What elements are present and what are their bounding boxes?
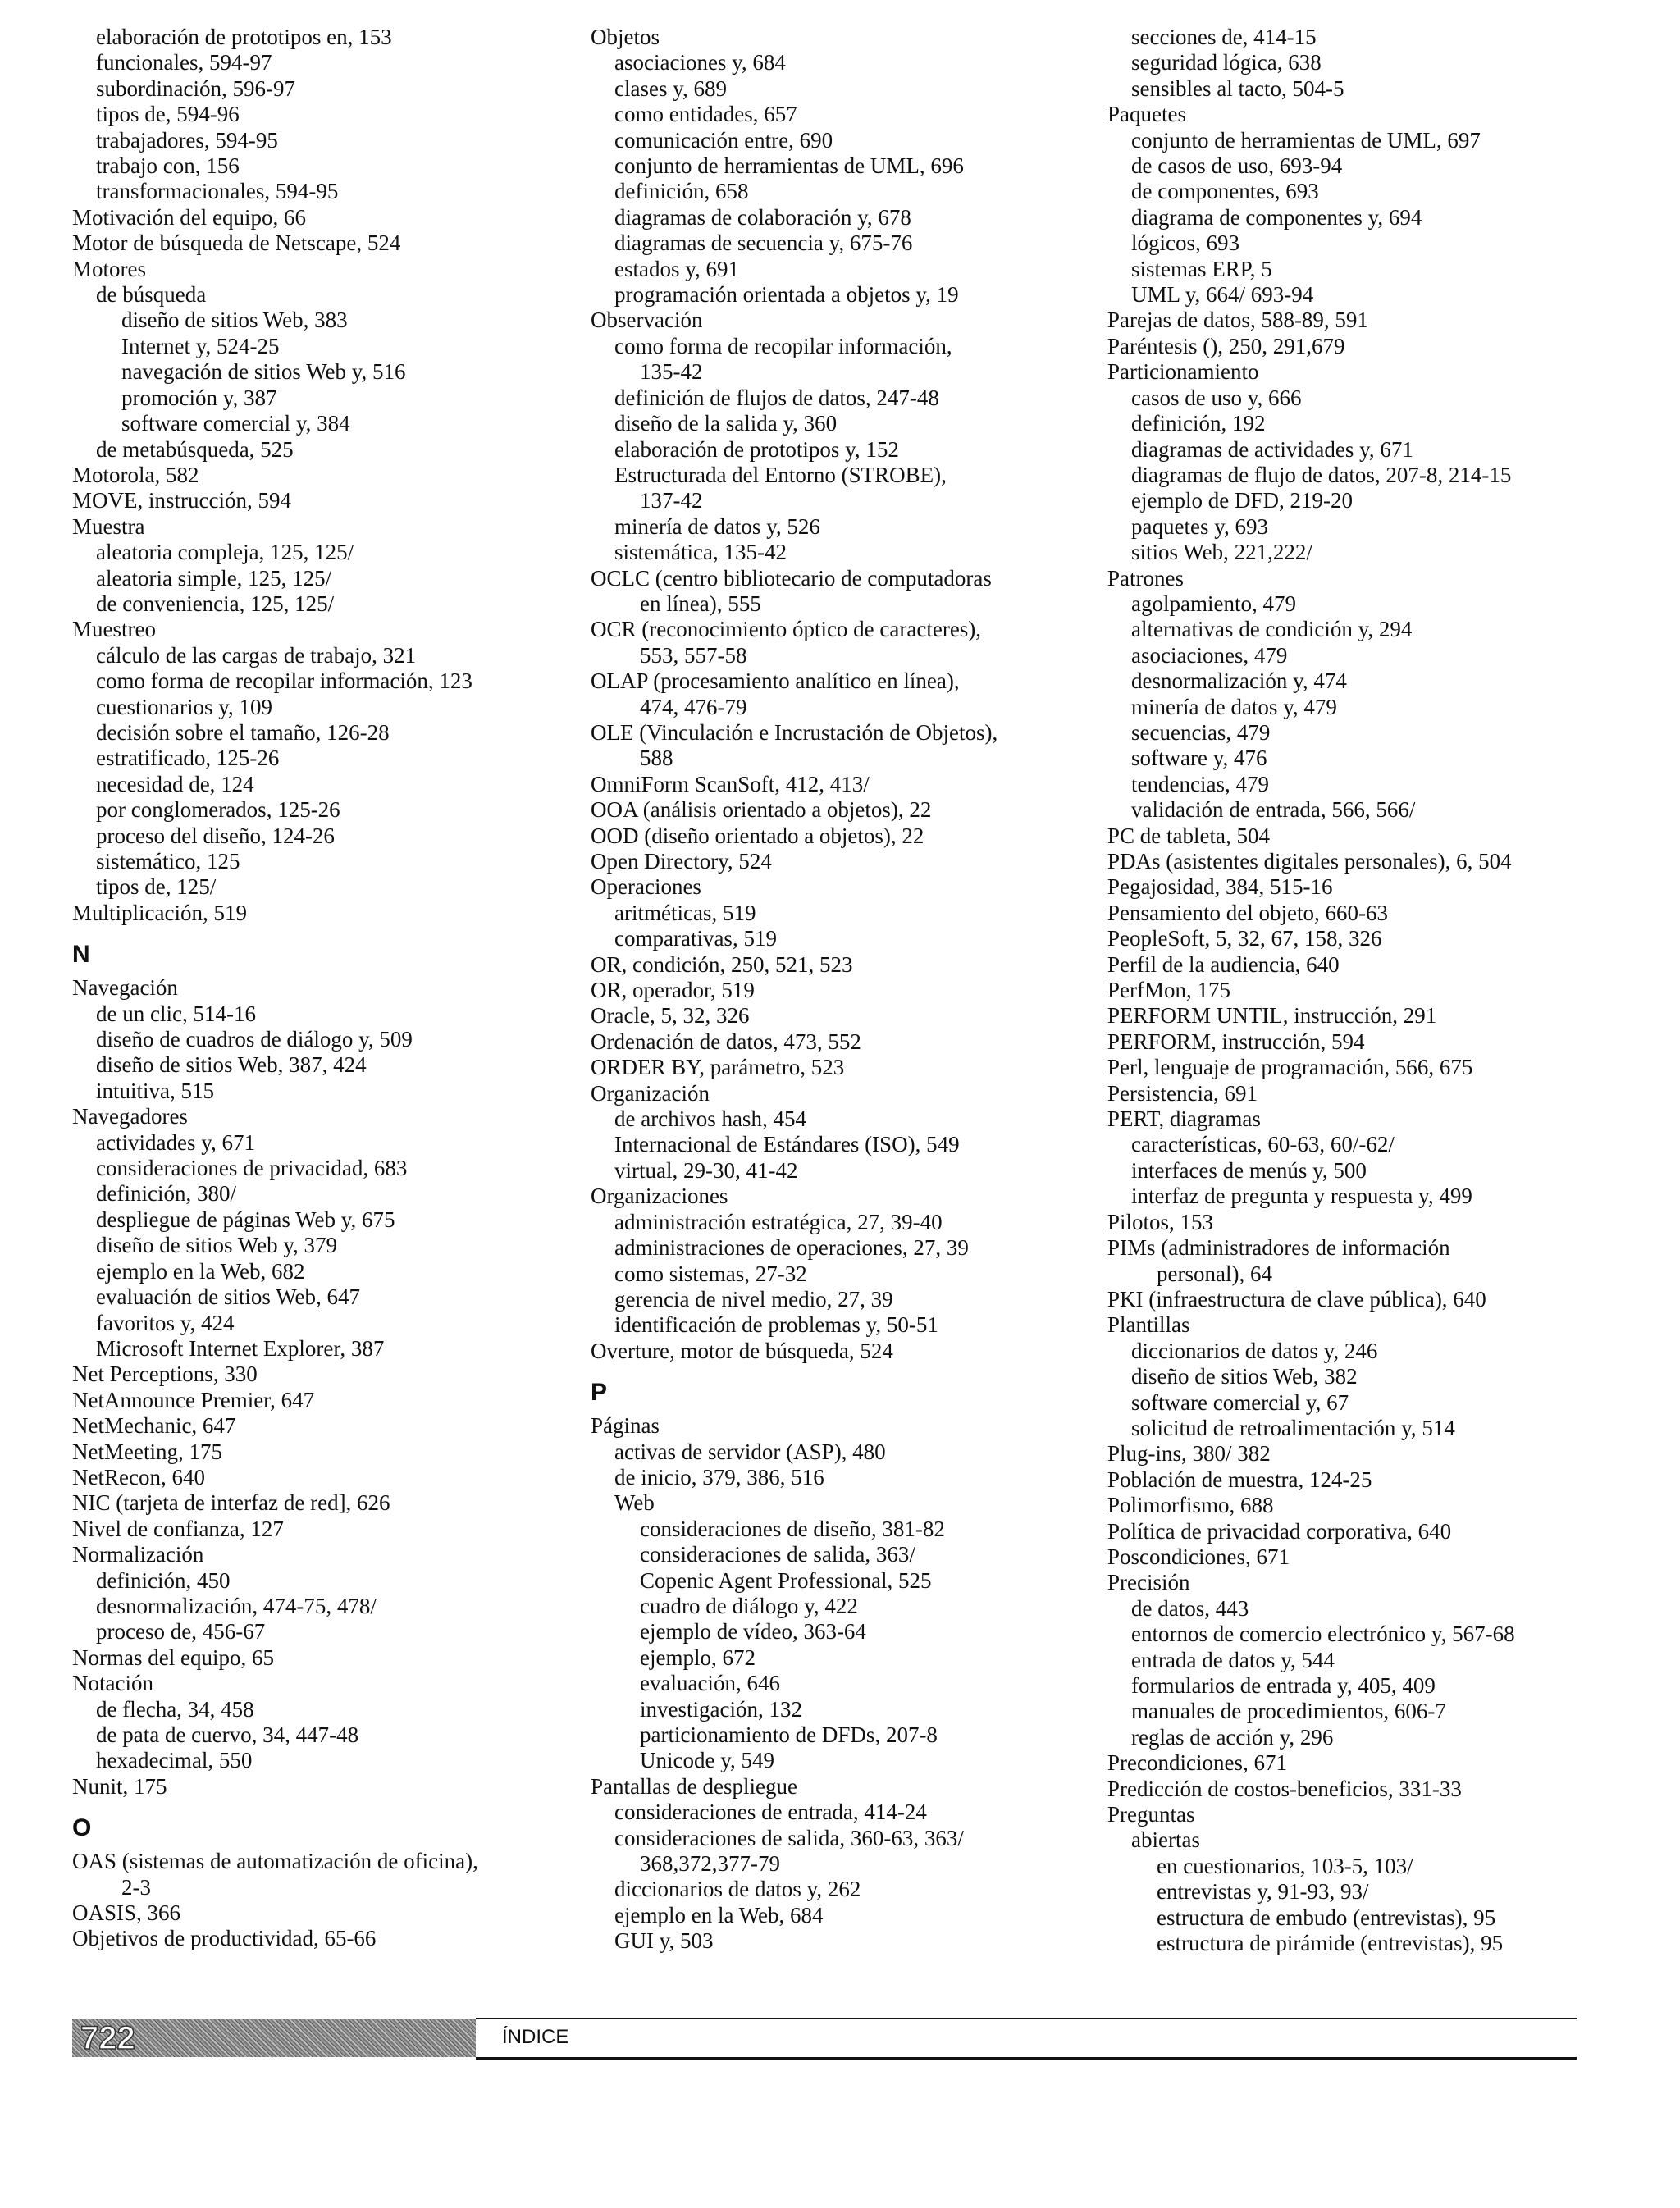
- index-entry: Operaciones: [591, 874, 701, 900]
- index-entry: tipos de, 125/: [96, 874, 217, 900]
- index-entry: Motivación del equipo, 66: [72, 204, 306, 230]
- index-entry: Organización: [591, 1080, 710, 1106]
- index-entry: de pata de cuervo, 34, 447-48: [96, 1722, 359, 1747]
- index-entry: abiertas: [1131, 1827, 1200, 1853]
- index-entry: solicitud de retroalimentación y, 514: [1131, 1415, 1455, 1440]
- index-entry: reglas de acción y, 296: [1131, 1724, 1334, 1750]
- index-entry: Paquetes: [1107, 102, 1186, 127]
- index-entry: Motor de búsqueda de Netscape, 524: [72, 230, 401, 256]
- index-entry: cuadro de diálogo y, 422: [640, 1593, 858, 1618]
- index-entry: Open Directory, 524: [591, 849, 772, 874]
- index-entry: PERFORM UNTIL, instrucción, 291: [1107, 1003, 1437, 1029]
- index-entry: Navegadores: [72, 1104, 188, 1129]
- index-entry: interfaces de menús y, 500: [1131, 1157, 1367, 1183]
- index-entry: UML y, 664/ 693-94: [1131, 282, 1314, 308]
- index-entry: de archivos hash, 454: [614, 1106, 806, 1132]
- index-entry: sensibles al tacto, 504-5: [1131, 75, 1344, 101]
- index-entry: conjunto de herramientas de UML, 696: [614, 153, 964, 179]
- index-entry: de datos, 443: [1131, 1595, 1249, 1621]
- index-entry: 2-3: [121, 1874, 151, 1900]
- index-entry: transformacionales, 594-95: [96, 179, 339, 204]
- index-entry: asociaciones, 479: [1131, 642, 1288, 668]
- index-entry: diseño de sitios Web, 382: [1131, 1364, 1358, 1389]
- index-entry: evaluación, 646: [640, 1671, 780, 1696]
- index-entry: investigación, 132: [640, 1696, 802, 1722]
- index-entry: de metabúsqueda, 525: [96, 436, 294, 462]
- index-entry: administraciones de operaciones, 27, 39: [614, 1235, 969, 1261]
- index-entry: sitios Web, 221,222/: [1131, 540, 1312, 565]
- index-entry: Objetivos de productividad, 65-66: [72, 1926, 377, 1951]
- index-entry: definición, 380/: [96, 1181, 236, 1207]
- index-entry: personal), 64: [1157, 1261, 1272, 1286]
- index-entry: aleatoria simple, 125, 125/: [96, 565, 332, 591]
- index-entry: formularios de entrada y, 405, 409: [1131, 1673, 1436, 1698]
- index-entry: de componentes, 693: [1131, 179, 1319, 204]
- index-entry: Navegación: [72, 975, 178, 1001]
- index-entry: elaboración de prototipos en, 153: [96, 25, 392, 49]
- page-number: 722: [80, 2020, 135, 2056]
- index-entry: aleatoria compleja, 125, 125/: [96, 540, 354, 565]
- footer-rule-top: [476, 2018, 1577, 2019]
- index-entry: Microsoft Internet Explorer, 387: [96, 1335, 385, 1361]
- index-entry: decisión sobre el tamaño, 126-28: [96, 719, 390, 745]
- index-entry: Observación: [591, 308, 703, 333]
- index-entry: proceso del diseño, 124-26: [96, 823, 335, 848]
- index-entry: minería de datos y, 526: [614, 513, 820, 539]
- index-entry: cálculo de las cargas de trabajo, 321: [96, 642, 417, 668]
- index-entry: minería de datos y, 479: [1131, 694, 1337, 719]
- index-entry: Ordenación de datos, 473, 552: [591, 1029, 861, 1054]
- index-entry: PDAs (asistentes digitales personales), 6, 504: [1107, 849, 1512, 874]
- index-entry: diseño de sitios Web y, 379: [96, 1233, 338, 1258]
- index-entry: Paréntesis (), 250, 291,679: [1107, 333, 1345, 358]
- index-entry: administración estratégica, 27, 39-40: [614, 1209, 943, 1234]
- index-entry: OOD (diseño orientado a objetos), 22: [591, 823, 924, 848]
- index-entry: en cuestionarios, 103-5, 103/: [1157, 1853, 1413, 1878]
- index-entry: de casos de uso, 693-94: [1131, 153, 1343, 179]
- index-entry: casos de uso y, 666: [1131, 385, 1302, 410]
- index-entry: Pantallas de despliegue: [591, 1773, 797, 1799]
- index-entry: seguridad lógica, 638: [1131, 50, 1322, 75]
- index-entry: Parejas de datos, 588-89, 591: [1107, 308, 1368, 333]
- index-entry: Pegajosidad, 384, 515-16: [1107, 874, 1333, 900]
- index-entry: de flecha, 34, 458: [96, 1696, 254, 1722]
- index-entry: de un clic, 514-16: [96, 1001, 256, 1026]
- index-entry: estructura de pirámide (entrevistas), 95: [1157, 1931, 1504, 1956]
- index-entry: favoritos y, 424: [96, 1310, 235, 1335]
- index-entry: interfaz de pregunta y respuesta y, 499: [1131, 1184, 1472, 1209]
- index-entry: activas de servidor (ASP), 480: [614, 1439, 886, 1464]
- index-entry: necesidad de, 124: [96, 771, 254, 796]
- index-entry: secuencias, 479: [1131, 719, 1271, 745]
- index-entry: consideraciones de diseño, 381-82: [640, 1516, 945, 1541]
- index-entry: entornos de comercio electrónico y, 567-68: [1131, 1622, 1515, 1647]
- index-entry: OCR (reconocimiento óptico de caracteres),: [591, 617, 982, 642]
- index-entry: aritméticas, 519: [614, 900, 756, 925]
- index-entry: como forma de recopilar información, 123: [96, 668, 472, 694]
- index-column-1: [72, 25, 564, 1952]
- index-entry: PIMs (administradores de información: [1107, 1235, 1450, 1261]
- index-entry: diseño de sitios Web, 383: [121, 308, 348, 333]
- footer-rule-bottom: [476, 2057, 1577, 2060]
- index-entry: alternativas de condición y, 294: [1131, 617, 1413, 642]
- index-entry: validación de entrada, 566, 566/: [1131, 797, 1416, 823]
- index-entry: Política de privacidad corporativa, 640: [1107, 1518, 1452, 1544]
- index-entry: consideraciones de entrada, 414-24: [614, 1800, 927, 1825]
- index-entry: OLAP (procesamiento analítico en línea),: [591, 668, 960, 694]
- index-entry: estados y, 691: [614, 256, 739, 281]
- index-entry: Perfil de la audiencia, 640: [1107, 951, 1340, 977]
- index-entry: OCLC (centro bibliotecario de computadoras: [591, 565, 992, 591]
- index-entry: por conglomerados, 125-26: [96, 797, 340, 823]
- index-entry: ejemplo de vídeo, 363-64: [640, 1619, 866, 1645]
- index-entry: gerencia de nivel medio, 27, 39: [614, 1286, 893, 1312]
- index-entry: NetMeeting, 175: [72, 1439, 222, 1464]
- index-entry: Copenic Agent Professional, 525: [640, 1567, 932, 1593]
- index-entry: de inicio, 379, 386, 516: [614, 1464, 824, 1489]
- index-entry: ejemplo, 672: [640, 1645, 756, 1670]
- index-entry: agolpamiento, 479: [1131, 591, 1296, 616]
- index-entry: de conveniencia, 125, 125/: [96, 591, 335, 616]
- index-entry: de búsqueda: [96, 282, 207, 308]
- index-entry: ORDER BY, parámetro, 523: [591, 1055, 845, 1080]
- index-entry: Plug-ins, 380/ 382: [1107, 1441, 1271, 1467]
- index-entry: paquetes y, 693: [1131, 513, 1268, 539]
- index-entry: asociaciones y, 684: [614, 50, 786, 75]
- index-entry: definición, 450: [96, 1567, 231, 1593]
- index-entry: funcionales, 594-97: [96, 50, 272, 75]
- index-entry: Preguntas: [1107, 1802, 1195, 1827]
- index-entry: PC de tableta, 504: [1107, 823, 1270, 848]
- index-entry: Multiplicación, 519: [72, 900, 247, 925]
- index-entry: NetAnnounce Premier, 647: [72, 1387, 315, 1412]
- index-entry: OR, operador, 519: [591, 978, 755, 1003]
- index-entry: Objetos: [591, 25, 660, 49]
- index-entry: secciones de, 414-15: [1131, 25, 1317, 49]
- index-entry: proceso de, 456-67: [96, 1619, 266, 1645]
- index-entry: virtual, 29-30, 41-42: [614, 1157, 798, 1183]
- index-entry: promoción y, 387: [121, 385, 277, 410]
- index-entry: estratificado, 125-26: [96, 746, 280, 771]
- index-entry: diccionarios de datos y, 246: [1131, 1338, 1378, 1363]
- index-entry: como entidades, 657: [614, 102, 797, 127]
- index-entry: definición de flujos de datos, 247-48: [614, 385, 939, 410]
- index-entry: identificación de problemas y, 50-51: [614, 1312, 938, 1338]
- index-entry: en línea), 555: [640, 591, 761, 616]
- index-entry: definición, 658: [614, 179, 749, 204]
- index-entry: Poscondiciones, 671: [1107, 1544, 1290, 1569]
- index-entry: Internet y, 524-25: [121, 333, 280, 358]
- index-entry: subordinación, 596-97: [96, 75, 295, 101]
- index-entry: consideraciones de salida, 360-63, 363/: [614, 1825, 964, 1850]
- index-entry: MOVE, instrucción, 594: [72, 488, 291, 513]
- index-entry: tendencias, 479: [1131, 771, 1269, 796]
- index-entry: Normalización: [72, 1542, 204, 1567]
- index-entry: ejemplo en la Web, 684: [614, 1902, 824, 1927]
- index-entry: diseño de la salida y, 360: [614, 411, 838, 436]
- index-entry: 137-42: [640, 488, 703, 513]
- index-entry: Población de muestra, 124-25: [1107, 1467, 1372, 1492]
- index-entry: manuales de procedimientos, 606-7: [1131, 1699, 1446, 1724]
- index-entry: Perl, lenguaje de programación, 566, 675: [1107, 1055, 1473, 1080]
- index-entry: desnormalización, 474-75, 478/: [96, 1593, 377, 1618]
- index-entry: trabajadores, 594-95: [96, 127, 278, 153]
- section-letter: N: [72, 941, 90, 969]
- index-entry: PKI (infraestructura de clave pública), 640: [1107, 1286, 1486, 1312]
- index-entry: OLE (Vinculación e Incrustación de Objetos),: [591, 719, 998, 745]
- index-entry: 588: [640, 746, 673, 771]
- index-entry: Net Perceptions, 330: [72, 1362, 258, 1387]
- index-entry: Pensamiento del objeto, 660-63: [1107, 900, 1388, 925]
- index-entry: características, 60-63, 60/-62/: [1131, 1132, 1395, 1157]
- index-entry: Muestreo: [72, 617, 156, 642]
- index-entry: NetMechanic, 647: [72, 1413, 236, 1439]
- index-entry: Polimorfismo, 688: [1107, 1493, 1274, 1518]
- index-entry: OAS (sistemas de automatización de oficina),: [72, 1849, 478, 1874]
- index-entry: Patrones: [1107, 565, 1184, 591]
- index-column-2: [591, 25, 1083, 1955]
- index-entry: comparativas, 519: [614, 926, 777, 951]
- index-entry: diagramas de actividades y, 671: [1131, 436, 1413, 462]
- index-column-3: [1107, 25, 1600, 1956]
- index-entry: ejemplo de DFD, 219-20: [1131, 488, 1353, 513]
- index-entry: como sistemas, 27-32: [614, 1261, 807, 1286]
- index-entry: diagramas de colaboración y, 678: [614, 204, 911, 230]
- index-entry: navegación de sitios Web y, 516: [121, 359, 406, 385]
- index-entry: PERFORM, instrucción, 594: [1107, 1029, 1365, 1054]
- index-entry: software comercial y, 384: [121, 411, 350, 436]
- index-entry: sistemática, 135-42: [614, 540, 787, 565]
- index-entry: consideraciones de salida, 363/: [640, 1542, 915, 1567]
- footer-section-title: ÍNDICE: [502, 2026, 569, 2048]
- index-entry: sistemas ERP, 5: [1131, 256, 1272, 281]
- index-entry: diseño de sitios Web, 387, 424: [96, 1052, 367, 1078]
- index-entry: entrevistas y, 91-93, 93/: [1157, 1879, 1369, 1905]
- index-entry: Notación: [72, 1671, 153, 1696]
- index-entry: Unicode y, 549: [640, 1748, 774, 1773]
- index-entry: Precisión: [1107, 1570, 1190, 1595]
- index-entry: Internacional de Estándares (ISO), 549: [614, 1132, 960, 1157]
- index-entry: evaluación de sitios Web, 647: [96, 1284, 361, 1310]
- index-entry: despliegue de páginas Web y, 675: [96, 1207, 395, 1232]
- index-entry: diseño de cuadros de diálogo y, 509: [96, 1027, 413, 1052]
- index-entry: comunicación entre, 690: [614, 127, 833, 153]
- index-entry: 368,372,377-79: [640, 1851, 780, 1877]
- index-entry: cuestionarios y, 109: [96, 694, 272, 719]
- index-entry: 474, 476-79: [640, 694, 747, 719]
- index-entry: como forma de recopilar información,: [614, 333, 952, 358]
- index-entry: software comercial y, 67: [1131, 1389, 1349, 1415]
- index-entry: estructura de embudo (entrevistas), 95: [1157, 1905, 1496, 1930]
- index-entry: entrada de datos y, 544: [1131, 1647, 1335, 1672]
- index-entry: NIC (tarjeta de interfaz de red], 626: [72, 1490, 390, 1516]
- index-entry: diagramas de flujo de datos, 207-8, 214-15: [1131, 462, 1512, 487]
- index-entry: PERT, diagramas: [1107, 1106, 1261, 1132]
- index-entry: Muestra: [72, 513, 145, 539]
- index-entry: NetRecon, 640: [72, 1464, 205, 1489]
- index-entry: Nunit, 175: [72, 1773, 167, 1799]
- index-entry: OR, condición, 250, 521, 523: [591, 951, 853, 977]
- index-entry: elaboración de prototipos y, 152: [614, 436, 899, 462]
- index-entry: Particionamiento: [1107, 359, 1259, 385]
- index-entry: 135-42: [640, 359, 703, 385]
- index-entry: ejemplo en la Web, 682: [96, 1258, 305, 1284]
- index-entry: conjunto de herramientas de UML, 697: [1131, 127, 1481, 153]
- index-entry: OOA (análisis orientado a objetos), 22: [591, 797, 932, 823]
- index-entry: trabajo con, 156: [96, 153, 240, 179]
- section-letter: P: [591, 1379, 608, 1407]
- index-entry: Pilotos, 153: [1107, 1209, 1214, 1234]
- index-entry: sistemático, 125: [96, 849, 240, 874]
- index-entry: intuitiva, 515: [96, 1078, 214, 1103]
- index-entry: programación orientada a objetos y, 19: [614, 282, 959, 308]
- index-entry: PeopleSoft, 5, 32, 67, 158, 326: [1107, 926, 1382, 951]
- index-entry: Páginas: [591, 1413, 660, 1439]
- index-entry: Web: [614, 1490, 655, 1516]
- index-entry: OmniForm ScanSoft, 412, 413/: [591, 771, 870, 796]
- index-entry: Nivel de confianza, 127: [72, 1516, 284, 1541]
- index-entry: definición, 192: [1131, 411, 1266, 436]
- index-entry: diccionarios de datos y, 262: [614, 1877, 861, 1902]
- index-entry: clases y, 689: [614, 75, 727, 101]
- index-entry: diagrama de componentes y, 694: [1131, 204, 1422, 230]
- index-entry: OASIS, 366: [72, 1900, 181, 1926]
- index-entry: Precondiciones, 671: [1107, 1750, 1287, 1776]
- index-entry: consideraciones de privacidad, 683: [96, 1156, 408, 1181]
- index-entry: Motorola, 582: [72, 462, 199, 487]
- index-entry: Plantillas: [1107, 1312, 1190, 1338]
- index-entry: hexadecimal, 550: [96, 1748, 253, 1773]
- index-entry: Estructurada del Entorno (STROBE),: [614, 462, 947, 487]
- index-entry: lógicos, 693: [1131, 230, 1239, 256]
- index-entry: tipos de, 594-96: [96, 102, 240, 127]
- index-entry: Motores: [72, 256, 146, 281]
- index-entry: actividades y, 671: [96, 1129, 255, 1155]
- index-entry: Normas del equipo, 65: [72, 1645, 274, 1670]
- index-entry: 553, 557-58: [640, 642, 747, 668]
- index-entry: GUI y, 503: [614, 1928, 714, 1954]
- section-letter: O: [72, 1814, 92, 1842]
- index-entry: Predicción de costos-beneficios, 331-33: [1107, 1776, 1462, 1801]
- index-entry: Oracle, 5, 32, 326: [591, 1003, 750, 1029]
- index-entry: Persistencia, 691: [1107, 1080, 1258, 1106]
- index-entry: Overture, motor de búsqueda, 524: [591, 1338, 893, 1363]
- index-entry: PerfMon, 175: [1107, 978, 1230, 1003]
- index-entry: diagramas de secuencia y, 675-76: [614, 230, 913, 256]
- index-entry: software y, 476: [1131, 746, 1267, 771]
- index-entry: desnormalización y, 474: [1131, 668, 1347, 694]
- index-entry: particionamiento de DFDs, 207-8: [640, 1722, 938, 1747]
- index-entry: Organizaciones: [591, 1184, 728, 1209]
